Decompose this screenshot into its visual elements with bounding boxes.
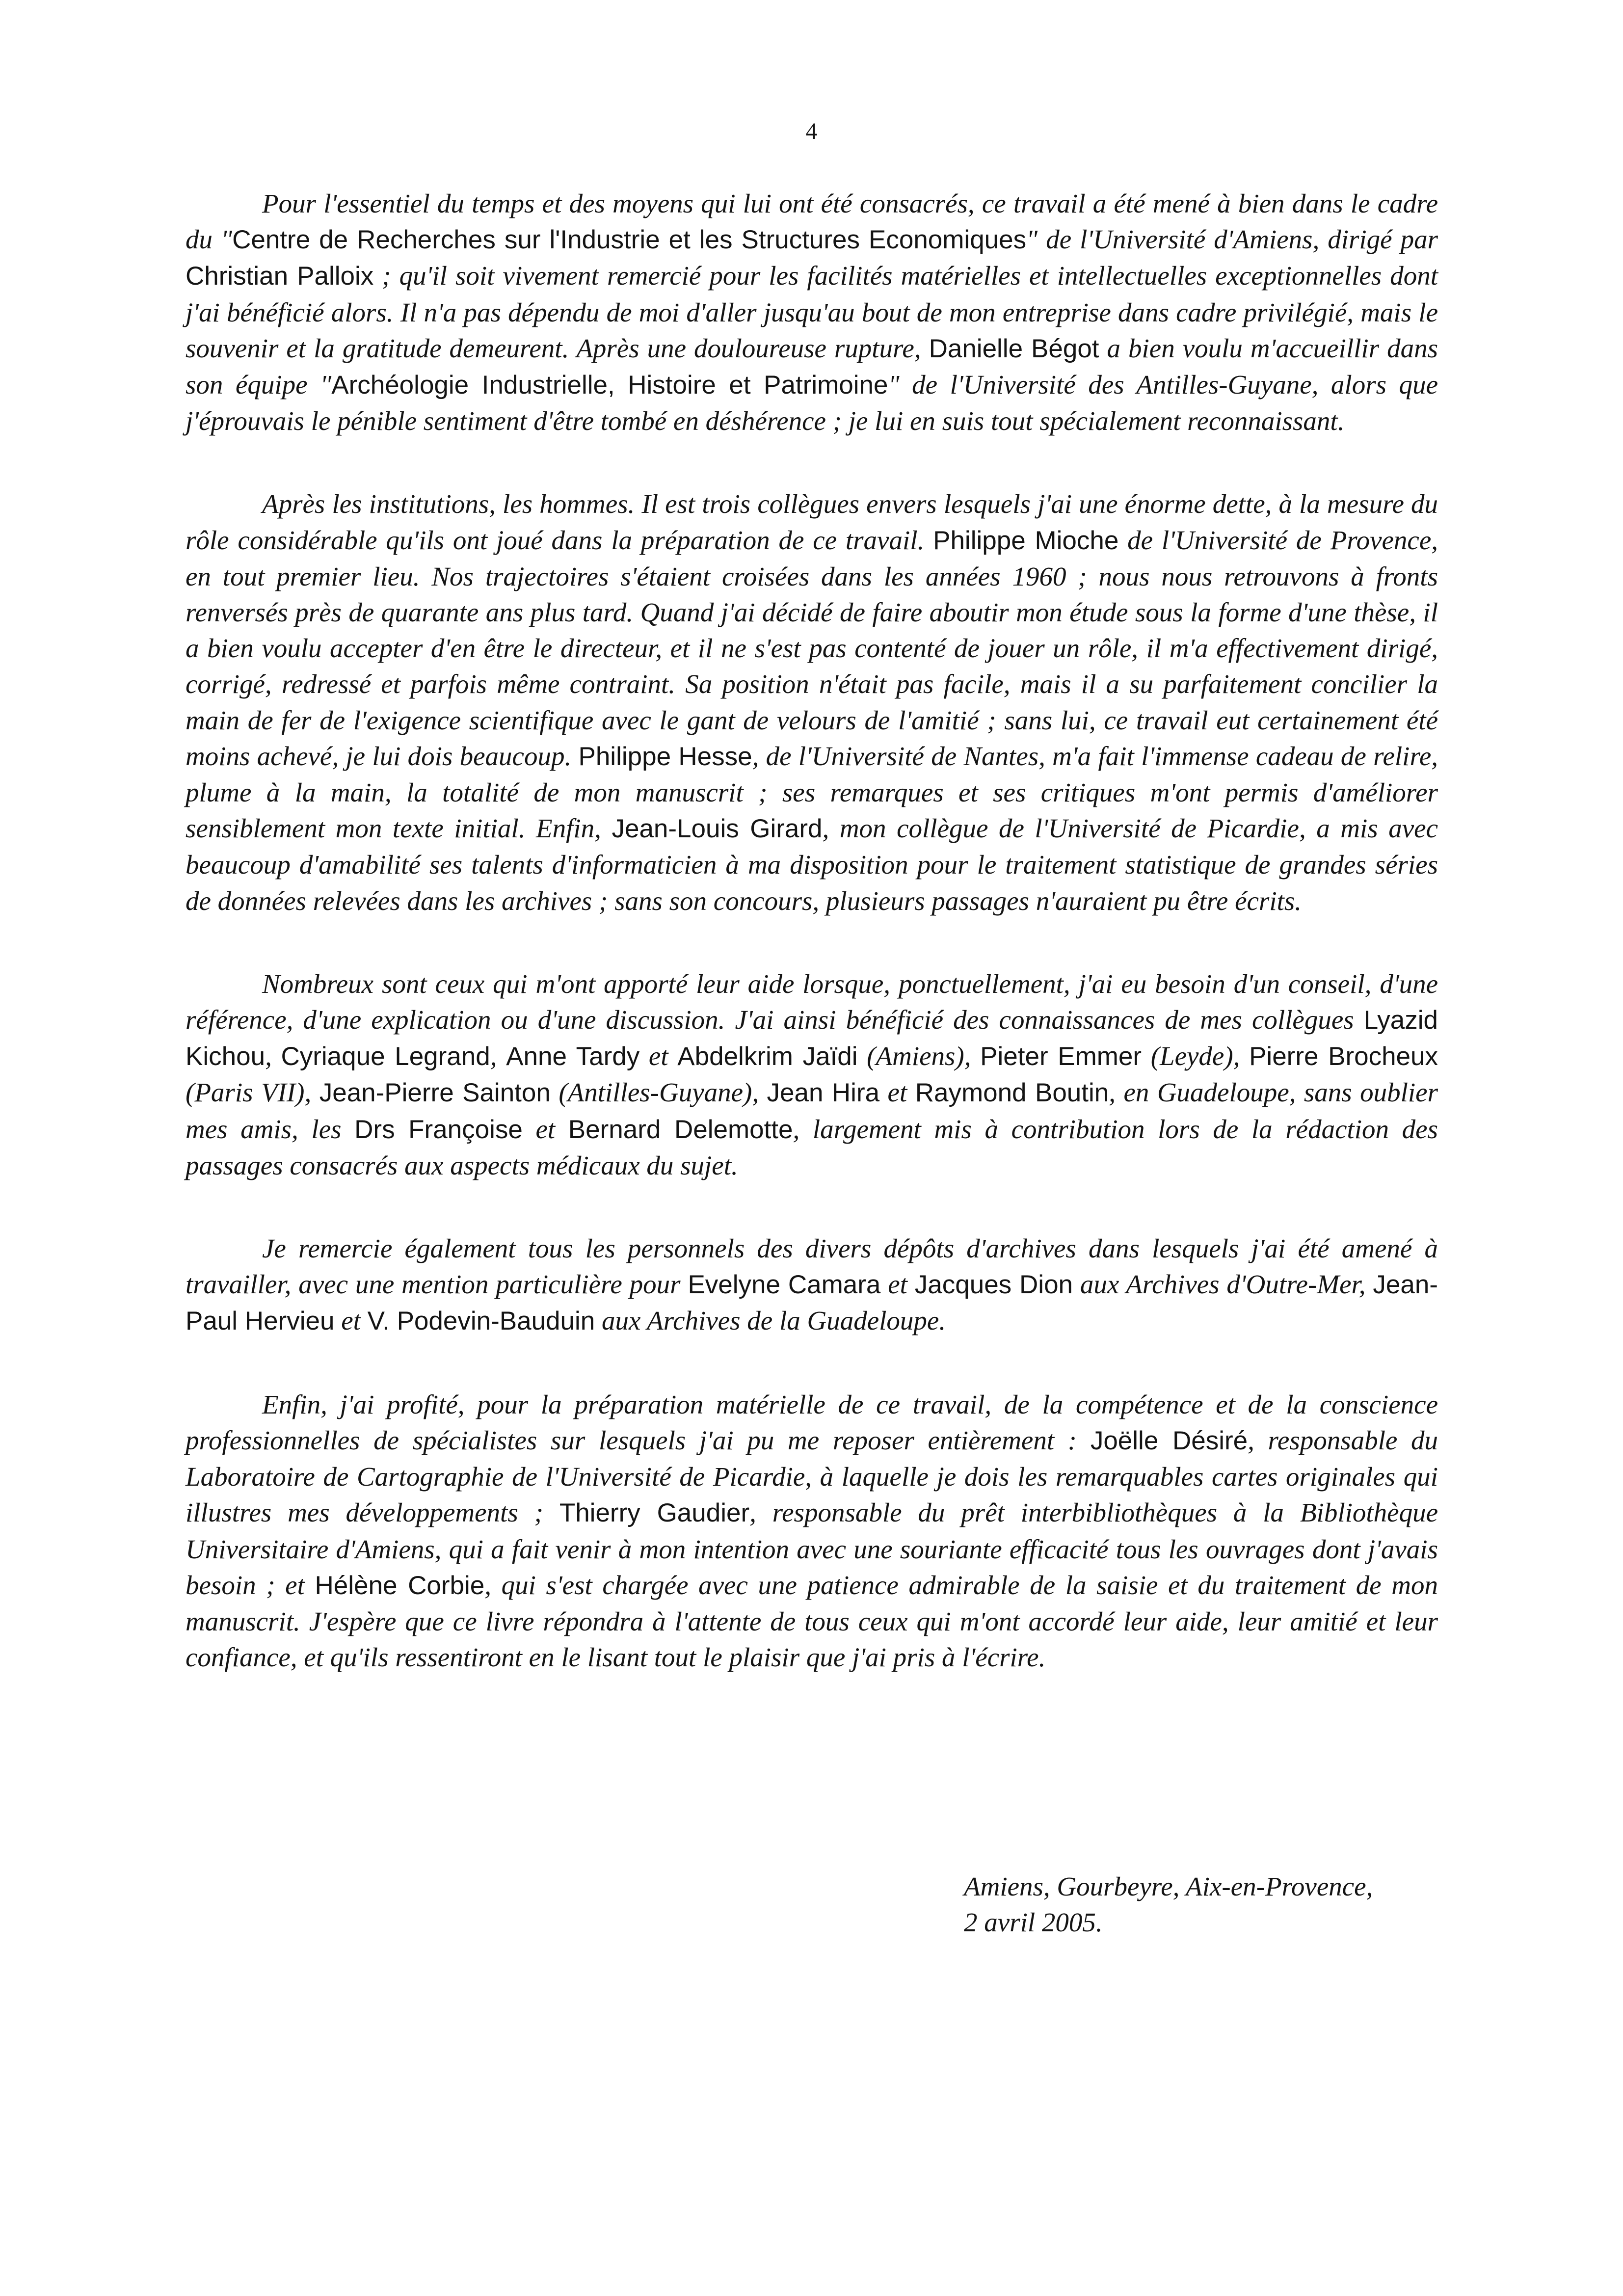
paragraph-specialists [186,1387,1438,1676]
person-or-institution-name: Hélène Corbie [315,1571,485,1600]
text-run: et [639,1041,678,1071]
text-run: (Antilles-Guyane), [550,1077,767,1108]
person-or-institution-name: Joëlle Désiré [1090,1426,1248,1455]
text-run: et [522,1114,568,1144]
person-or-institution-name: Abdelkrim Jaïdi [677,1042,858,1071]
text-run: , mon collègue de l'Université de Picardie, a mis avec beaucoup d'amabilité ses talents d'informaticien à ma disposition pour le traitement statistique de grandes séries de données relevées dans les archives ; sans son concours, plusieurs passages n'auraient pu être écrits. [186,813,1438,916]
person-or-institution-name: Jacques Dion [914,1270,1073,1300]
person-or-institution-name: V. Podevin-Bauduin [367,1307,595,1336]
text-run: , qui s'est chargée avec une patience admirable de la saisie et du traitement de mon manuscrit. J'espère que ce livre répondra à l'attente de tous ceux qui m'ont accordé leur aide, leur amitié et leur confiance, et qu'ils ressentiront en le lisant tout le plaisir que j'ai pris à l'écrire. [186,1570,1438,1673]
paragraph-archives [186,1230,1438,1339]
text-run: aux Archives d'Outre-Mer, [1073,1269,1373,1300]
person-or-institution-name: Jean-Paul Hervieu [186,1270,1438,1336]
text-run: , responsable du Laboratoire de Cartographie de l'Université de Picardie, à laquelle je dois les remarquables cartes originales qui illustres mes développements ; [186,1425,1438,1528]
person-or-institution-name: Bernard Delemotte [568,1115,793,1144]
acknowledgements-text [186,186,1438,1722]
text-run: et [879,1077,915,1108]
text-run: ; qu'il soit vivement remercié pour les facilités matérielles et intellectuelles exceptionnelles dont j'ai bénéficié alors. Il n'a pas dépendu de moi d'aller jusqu'au bout de mon entreprise dans cadre privilégié, mais le souvenir et la gratitude demeurent. Après une douloureuse rupture, [186,261,1438,363]
person-or-institution-name: Jean-Louis Girard [612,814,823,844]
person-or-institution-name: Evelyne Camara [688,1270,881,1300]
signature-places: Amiens, Gourbeyre, Aix-en-Provence, [964,1871,1373,1901]
text-run: , [490,1041,506,1071]
text-run: Après les institutions, les hommes. Il est trois collègues envers lesquels j'ai une énorme dette, à la mesure du rôle considérable qu'ils ont joué dans la préparation de ce travail. [186,489,1438,555]
person-or-institution-name: Philippe Mioche [933,526,1119,555]
text-run: Enfin, j'ai profité, pour la préparation matérielle de ce travail, de la compétence et de la conscience professionnelles de spécialistes sur lesquels j'ai pu me reposer entièrement : [186,1389,1438,1455]
person-or-institution-name: Cyriaque Legrand [281,1042,490,1071]
text-run: Pour l'essentiel du temps et des moyens qui lui ont été consacrés, ce travail a été mené à bien dans le cadre du " [186,188,1438,255]
text-run: Nombreux sont ceux qui m'ont apporté leur aide lorsque, ponctuellement, j'ai eu besoin d'un conseil, d'une référence, d'une explication ou d'une discussion. J'ai ainsi bénéficié des connaissances de mes collègues [186,968,1438,1035]
person-or-institution-name: Lyazid Kichou [186,1006,1438,1071]
text-run: , responsable du prêt interbibliothèques à la Bibliothèque Universitaire d'Amiens, qui a fait venir à mon intention avec une souriante efficacité tous les ouvrages dont j'avais besoin ; et [186,1497,1438,1600]
text-run: " de l'Université des Antilles-Guyane, alors que j'éprouvais le pénible sentiment d'être tombé en déshérence ; je lui en suis tout spécialement reconnaissant. [186,370,1438,436]
text-run: , de l'Université de Nantes, m'a fait l'immense cadeau de relire, plume à la main, la totalité de mon manuscrit ; ses remarques et ses critiques m'ont permis d'améliorer sensiblement mon texte initial. Enfin, [186,741,1438,844]
person-or-institution-name: Pierre Brocheux [1249,1042,1438,1071]
signature-date: 2 avril 2005. [964,1907,1103,1938]
text-run: et [880,1269,915,1300]
person-or-institution-name: Archéologie Industrielle, Histoire et Patrimoine [331,371,888,400]
paragraph-contributors [186,966,1438,1183]
paragraph-colleagues [186,486,1438,918]
text-run: aux Archives de la Guadeloupe. [595,1306,946,1336]
text-run: a bien voulu m'accueillir dans son équipe " [186,333,1438,400]
page-number: 4 [805,118,818,144]
text-run: de l'Université de Provence, en tout premier lieu. Nos trajectoires s'étaient croisées dans les années 1960 ; nous nous retrouvons à fronts renversés près de quarante ans plus tard. Quand j'ai décidé de faire aboutir mon étude sous la forme d'une thèse, il a bien voulu accepter d'en être le directeur, et il ne s'est pas contenté de jouer un rôle, il m'a effectivement dirigé, corrigé, redressé et parfois même contraint. Sa position n'était pas facile, mais il a su parfaitement concilier la main de fer de l'exigence scientifique avec le gant de velours de l'amitié ; sans lui, ce travail eut certainement été moins achevé, je lui dois beaucoup. [186,525,1438,771]
person-or-institution-name: Raymond Boutin [915,1078,1109,1108]
person-or-institution-name: Jean-Pierre Sainton [319,1078,551,1108]
person-or-institution-name: Centre de Recherches sur l'Industrie et les Structures Economiques [232,225,1027,255]
text-run: , [265,1041,281,1071]
text-run: (Paris VII), [186,1077,319,1108]
person-or-institution-name: Anne Tardy [506,1042,640,1071]
signature-block [964,1869,1373,1940]
person-or-institution-name: Danielle Bégot [929,334,1099,363]
text-run: " de l'Université d'Amiens, dirigé par [1026,224,1438,255]
person-or-institution-name: Philippe Hesse [578,742,752,771]
person-or-institution-name: Pieter Emmer [980,1042,1142,1071]
person-or-institution-name: Christian Palloix [186,262,374,291]
text-run: et [334,1306,368,1336]
text-run: , en Guadeloupe, sans oublier mes amis, les [186,1077,1438,1144]
paragraph-institutions [186,186,1438,439]
text-run: , largement mis à contribution lors de la rédaction des passages consacrés aux aspects médicaux du sujet. [186,1114,1438,1180]
person-or-institution-name: Jean Hira [767,1078,880,1108]
text-run: (Amiens), [857,1041,981,1071]
person-or-institution-name: Drs Françoise [354,1115,523,1144]
text-run: Je remercie également tous les personnels des divers dépôts d'archives dans lesquels j'ai été amené à travailler, avec une mention particulière pour [186,1233,1438,1300]
person-or-institution-name: Thierry Gaudier [559,1498,750,1528]
text-run: (Leyde), [1142,1041,1250,1071]
